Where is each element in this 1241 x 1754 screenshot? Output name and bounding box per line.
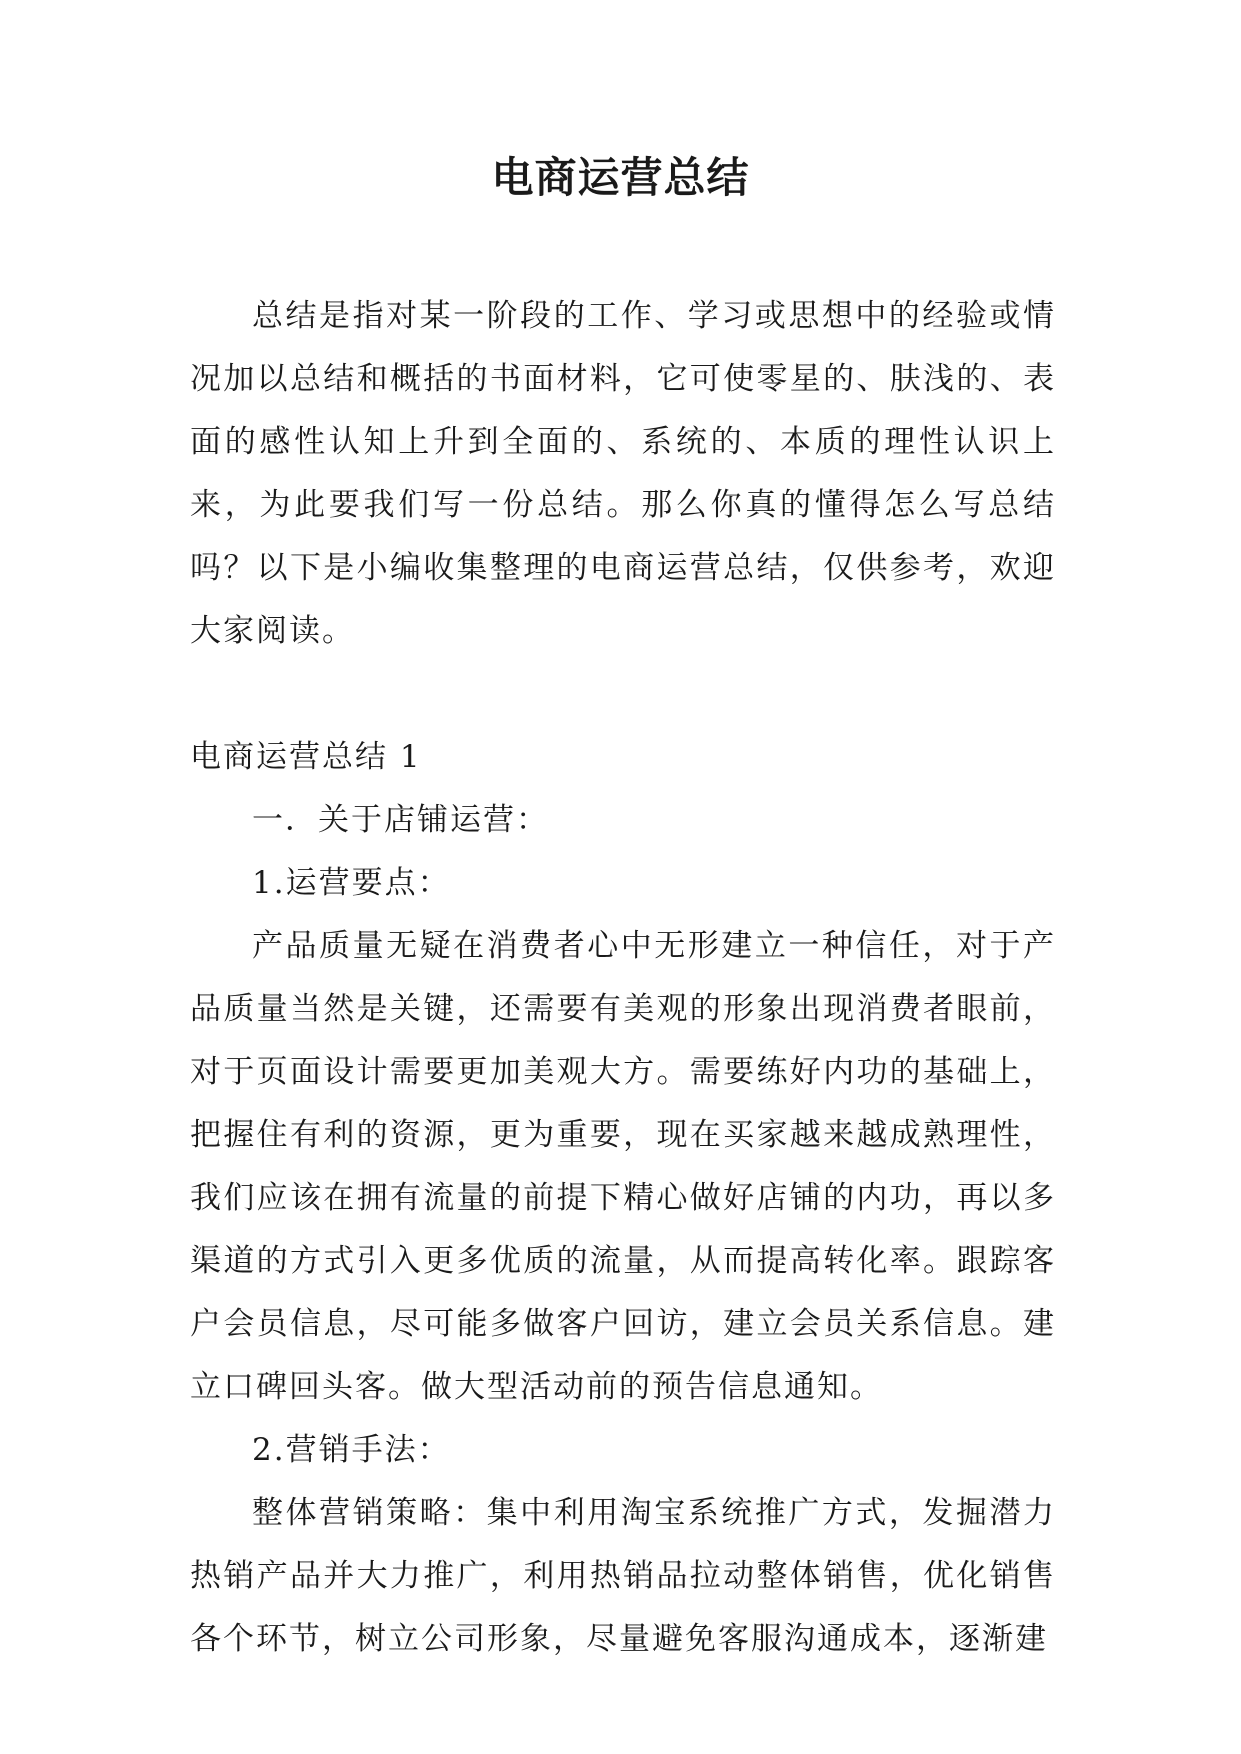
- section-heading: 电商运营总结 1: [190, 739, 422, 775]
- marketing-methods-paragraph: 整体营销策略：集中利用淘宝系统推广方式，发掘潜力热销产品并大力推广，利用热销品拉动整体销售，优化销售各个环节，树立公司形象，尽量避免客服沟通成本，逐渐建: [190, 1495, 1056, 1657]
- subsection-heading: 一．关于店铺运营：: [252, 802, 549, 838]
- document-body: [190, 285, 1056, 1671]
- paragraph-spacer: [190, 663, 1056, 726]
- item-heading-operation-points: 1.运营要点：: [252, 865, 451, 901]
- operation-points-paragraph: 产品质量无疑在消费者心中无形建立一种信任，对于产品质量当然是关键，还需要有美观的形象出现消费者眼前，对于页面设计需要更加美观大方。需要练好内功的基础上，把握住有利的资源，更为重要，现在买家越来越成熟理性，我们应该在拥有流量的前提下精心做好店铺的内功，再以多渠道的方式引入更多优质的流量，从而提高转化率。跟踪客户会员信息，尽可能多做客户回访，建立会员关系信息。建立口碑回头客。做大型活动前的预告信息通知。: [190, 928, 1056, 1405]
- intro-paragraph: 总结是指对某一阶段的工作、学习或思想中的经验或情况加以总结和概括的书面材料，它可使零星的、肤浅的、表面的感性认知上升到全面的、系统的、本质的理性认识上来，为此要我们写一份总结。那么你真的懂得怎么写总结吗？以下是小编收集整理的电商运营总结，仅供参考，欢迎大家阅读。: [190, 298, 1056, 649]
- document-title: 电商运营总结: [491, 153, 750, 202]
- item-heading-marketing-methods: 2.营销手法：: [252, 1432, 451, 1468]
